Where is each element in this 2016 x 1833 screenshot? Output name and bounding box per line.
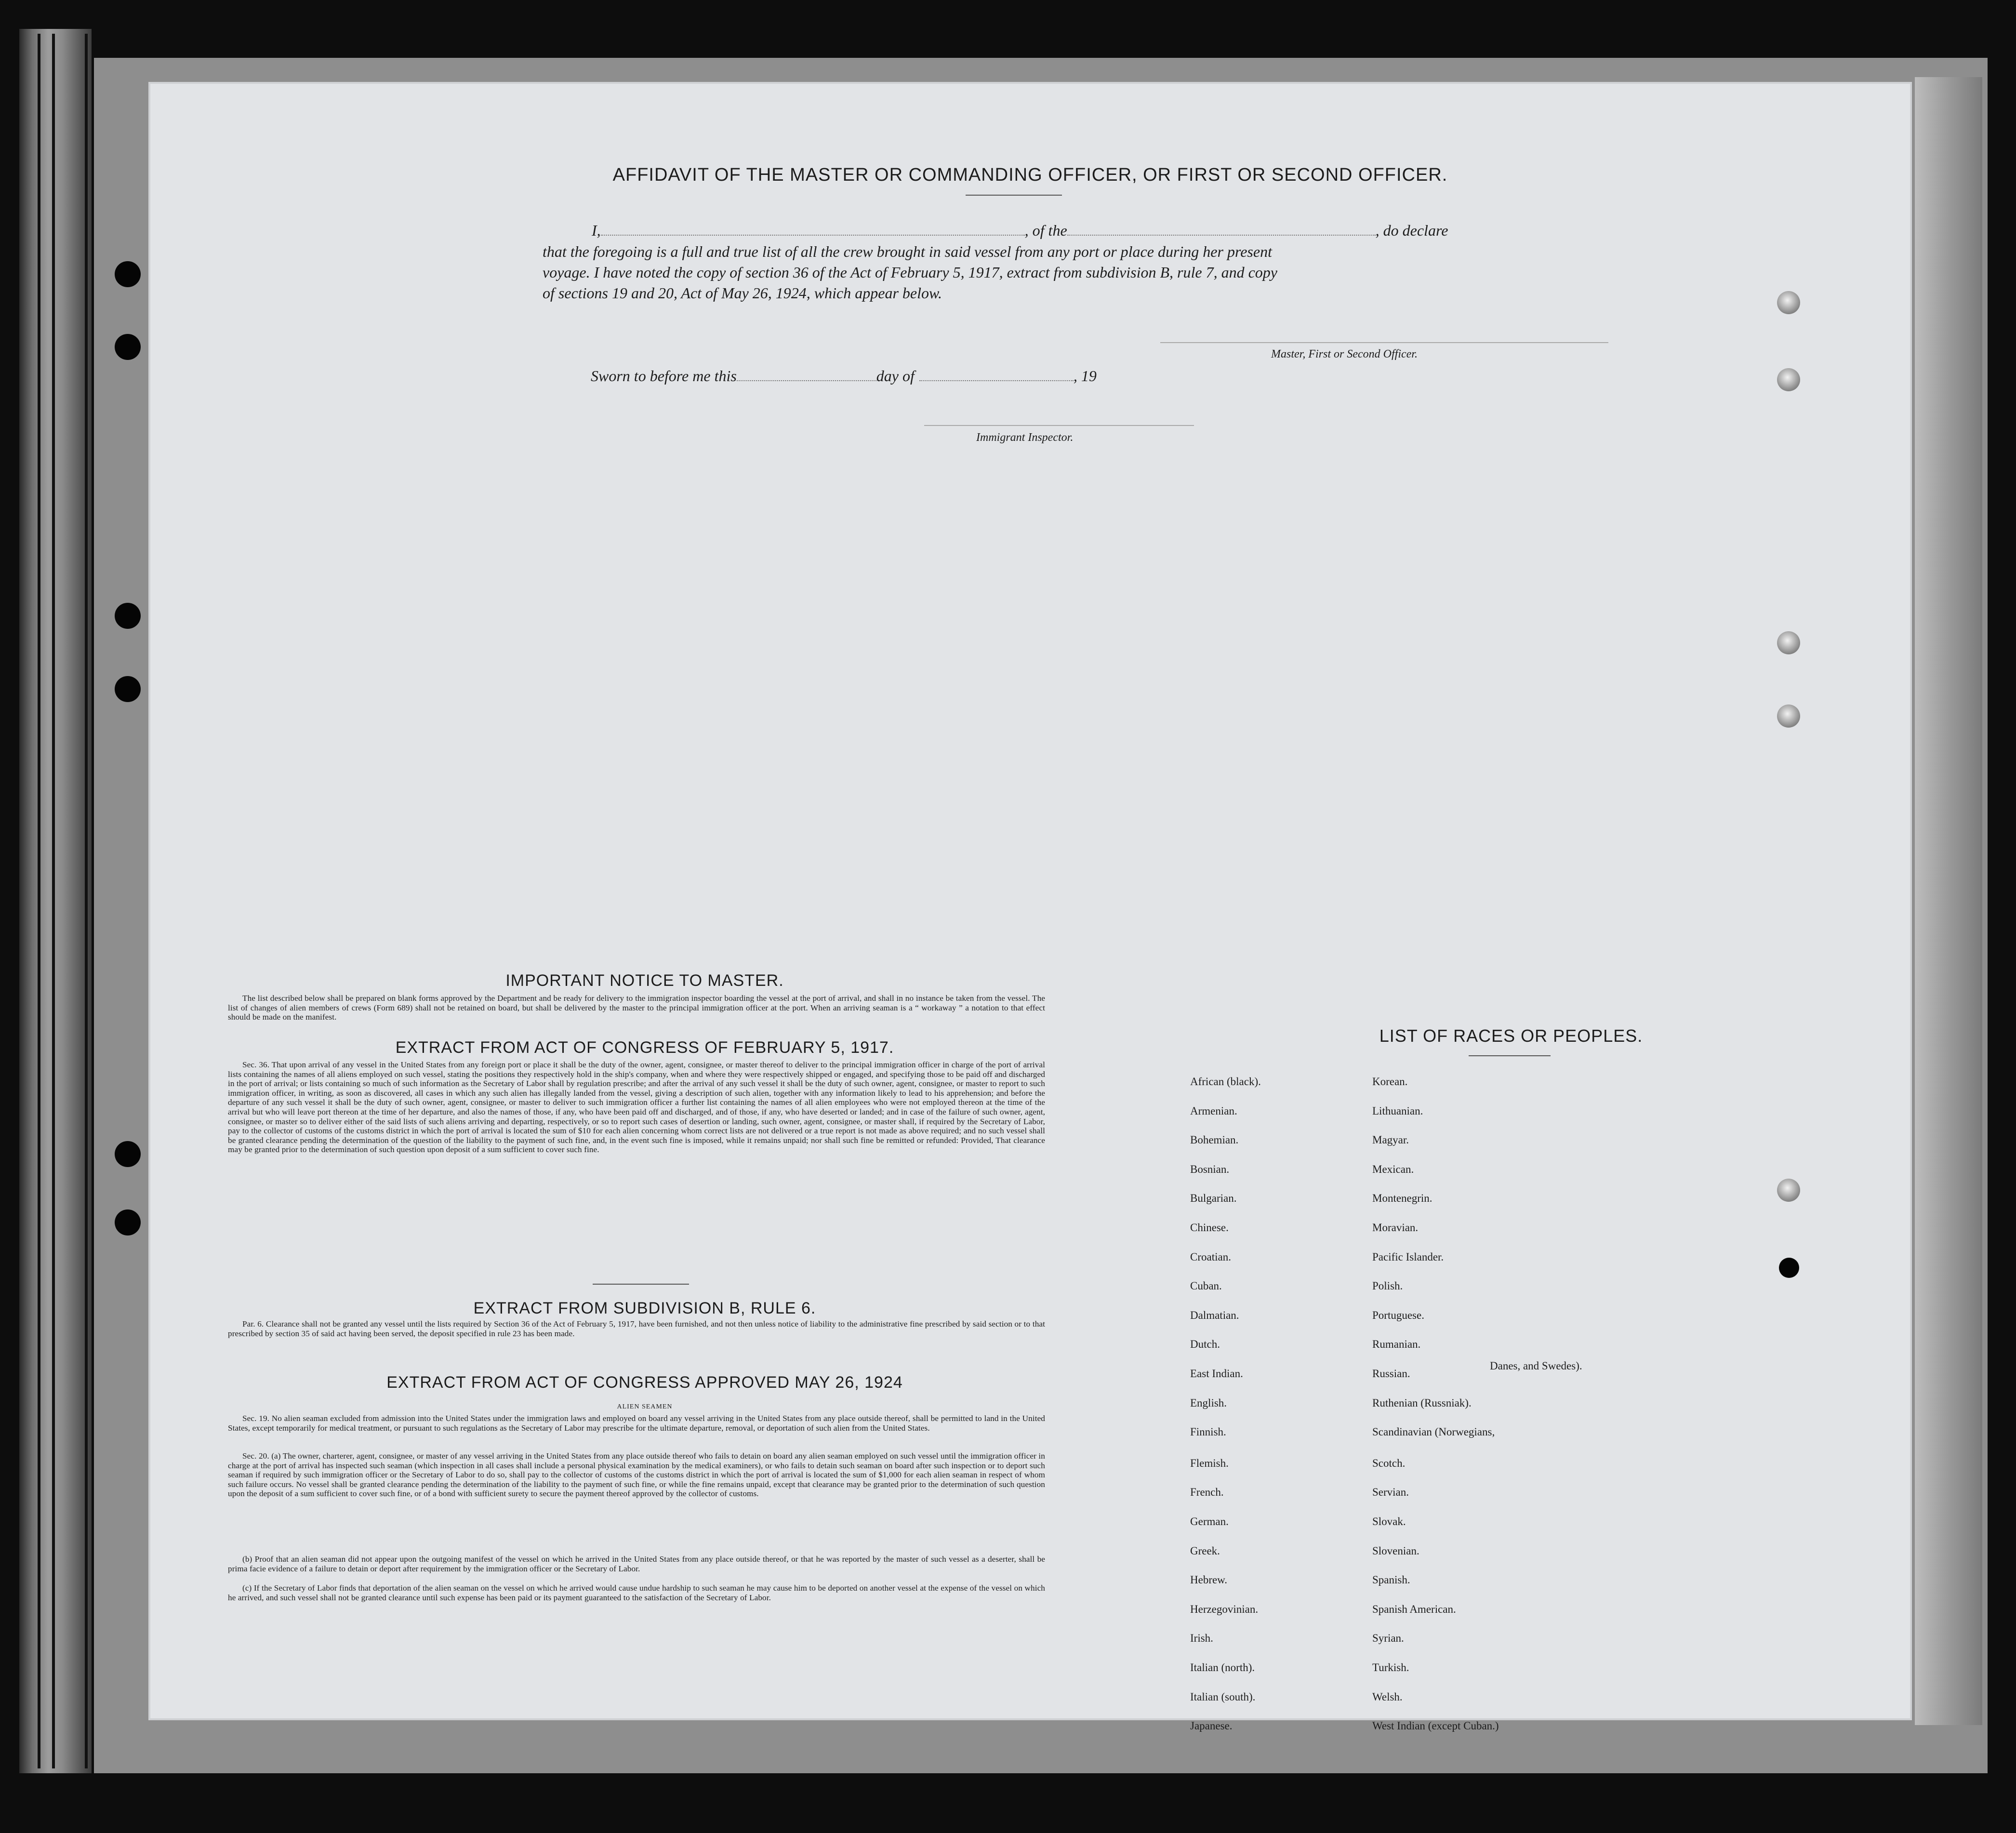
race-item: German. — [1190, 1515, 1229, 1528]
master-signature-line — [1160, 342, 1608, 343]
extract-1917-body: Sec. 36. That upon arrival of any vessel in the United States from any foreign port or place it shall be the duty of the owner, agent, consignee, or master thereof to deliver to the principal immigration officer in charge of the port of arrival lists containing the names of all aliens employed on such vessel, stating the positions they respectively hold in the ship's company, when and where they were respectively shipped or engaged, and specifying those to be paid off and discharged in the port of arrival; or lists containing so much of such information as the Secretary of Labor shall by regulation prescribe; and after the arrival of any such vessel it shall be the duty of such owner, agent, consignee, or master to report to such immigration officer, in writing, as soon as discovered, all cases in which any such alien has illegally landed from the vessel, giving a description of such alien, together with any information likely to lead to his apprehension; and before the departure of any such vessel it shall be the duty of such owner, agent, consignee, or master to deliver to such immigration officer a further list containing the names of all alien employees who were not employed thereon at the time of the arrival but who will leave port thereon at the time of her departure, and also the names of those, if any, who have been paid off and discharged, and of those, if any, who have deserted or landed; and in case of the failure of such owner, agent, consignee, or master so to deliver either of the said lists of such aliens arriving and departing, respectively, or so to report such cases of desertion or landing, such owner, agent, consignee, or master shall, if required by the Secretary of Labor, pay to the collector of customs of the customs district in which the port of arrival is located the sum of $10 for each alien concerning whom correct lists are not delivered or a true report is not made as above required; and no such vessel shall be granted clearance pending the determination of the question of the liability to the payment of such fine, and, in the event such fine is imposed, while it remains unpaid; nor shall such fine be remitted or refunded: Provided, That clearance may be granted prior to the determination of such question upon deposit of a sum sufficient to cover such fine. — [228, 1060, 1045, 1155]
race-item: Bosnian. — [1190, 1163, 1230, 1175]
punch-hole — [115, 261, 141, 287]
sec20b-body: (b) Proof that an alien seaman did not appear upon the outgoing manifest of the vessel on which he arrived in the United States from any place outside thereof, or that he was reported by the master of such vessel as a deserter, shall be prima facie evidence of a failure to detain or deport after requirement by the immigration officer or the Secretary of Labor. — [228, 1554, 1045, 1573]
binder-line — [38, 34, 40, 1768]
race-item: Pacific Islander. — [1372, 1250, 1444, 1263]
extract-rule6-body: Par. 6. Clearance shall not be granted any vessel until the lists required by Section 36 of the Act of February 5, 1917, have been furnished, and not then unless notice of liability to the administrative fine prescribed by said section or to that prescribed by section 35 of said act having been served, the deposit specified in rule 23 has been made. — [228, 1319, 1045, 1338]
vessel-blank — [1067, 235, 1376, 236]
race-item: Chinese. — [1190, 1222, 1229, 1234]
race-item: Herzegovinian. — [1190, 1603, 1259, 1615]
punch-hole — [1777, 291, 1800, 314]
punch-hole — [1779, 1258, 1799, 1278]
race-item: West Indian (except Cuban.) — [1372, 1720, 1499, 1732]
race-item: Spanish. — [1372, 1574, 1410, 1586]
statement-line-3: of sections 19 and 20, Act of May 26, 1924, which appear below. — [543, 284, 942, 302]
punch-hole — [1777, 1179, 1800, 1202]
race-item: Bulgarian. — [1190, 1192, 1237, 1205]
race-item: Moravian. — [1372, 1222, 1419, 1234]
extract-rule6-title: EXTRACT FROM SUBDIVISION B, RULE 6. — [473, 1299, 816, 1317]
binder-line — [52, 34, 55, 1768]
race-item: Syrian. — [1372, 1632, 1404, 1645]
inspector-label: Immigrant Inspector. — [976, 431, 1074, 444]
race-item: Japanese. — [1190, 1720, 1233, 1732]
punch-hole — [115, 334, 141, 360]
race-item: Dalmatian. — [1190, 1309, 1239, 1321]
race-item: Korean. — [1372, 1076, 1408, 1088]
races-divider — [1469, 1055, 1551, 1056]
declare-i: I, — [592, 222, 601, 239]
races-title: LIST OF RACES OR PEOPLES. — [1379, 1026, 1643, 1046]
race-item: Scotch. — [1372, 1457, 1406, 1469]
title-divider — [966, 195, 1062, 196]
notice-title: IMPORTANT NOTICE TO MASTER. — [505, 971, 784, 990]
race-item: Spanish American. — [1372, 1603, 1456, 1615]
race-item: Italian (south). — [1190, 1690, 1256, 1703]
punch-hole — [115, 1141, 141, 1167]
sec20c-body: (c) If the Secretary of Labor finds that deportation of the alien seaman on the vessel on which he arrived would cause undue hardship to such seaman he may cause him to be deported on another vessel at the expense of the vessel on which he arrived, and such vessel shall not be granted clearance until such expense has been paid or its payment guaranteed to the satisfaction of the Secretary of Labor. — [228, 1583, 1045, 1602]
race-item: Servian. — [1372, 1486, 1409, 1499]
sec20a-body: Sec. 20. (a) The owner, charterer, agent, consignee, or master of any vessel arriving in the United States from any place outside thereof who fails to detain on board any alien seaman employed on such vessel until the immigration officer in charge at the port of arrival has inspected such seaman (which inspection in all cases shall include a personal physical examination by the medical examiners), or who fails to detain such seaman on board after such inspection or to deport such seaman if required by such immigration officer or the Secretary of Labor to do so, shall pay to the collector of customs of the customs district in which the port of arrival is located the sum of $1,000 for each alien seaman in respect of whom such failure occurs. No vessel shall be granted clearance pending the determination of the liability to the payment of such fine, or while the fine remains unpaid, except that clearance may be granted prior to the determination of such question upon the deposit of a sum sufficient to cover such fine, or of a bond with sufficient surety to secure the payment thereof approved by the collector of customs. — [228, 1451, 1045, 1499]
race-item: Lithuanian. — [1372, 1104, 1423, 1117]
punch-hole — [1777, 704, 1800, 728]
race-item: Polish. — [1372, 1280, 1403, 1292]
sworn-day-of: day of — [876, 367, 915, 385]
sworn-line — [591, 367, 1097, 385]
race-item: Ruthenian (Russniak). — [1372, 1396, 1472, 1409]
punch-hole — [115, 603, 141, 629]
race-item: Croatian. — [1190, 1250, 1231, 1263]
race-item: East Indian. — [1190, 1368, 1243, 1380]
punch-hole — [1777, 368, 1800, 391]
punch-hole — [115, 676, 141, 702]
race-item: Irish. — [1190, 1632, 1213, 1645]
binder-line — [85, 34, 88, 1768]
notice-body: The list described below shall be prepared on blank forms approved by the Department and be ready for delivery to the immigration inspector boarding the vessel at the port of arrival, and shall in no instance be taken from the vessel. The list of changes of alien members of crews (Form 689) shall not be retained on board, but shall be delivered by the master to the principal immigration officer at the port. When an arriving seaman is a “ workaway ” a notation to that effect should be made on the manifest. — [228, 994, 1045, 1022]
race-item: Portuguese. — [1372, 1309, 1424, 1321]
sworn-month-blank — [919, 380, 1074, 381]
master-signature-label: Master, First or Second Officer. — [1271, 348, 1418, 360]
race-item: Russian. — [1372, 1368, 1410, 1380]
race-item: Turkish. — [1372, 1661, 1409, 1674]
race-scandinavian-continuation: Danes, and Swedes). — [1490, 1360, 1582, 1372]
race-item: Greek. — [1190, 1544, 1220, 1557]
document-page — [148, 82, 1912, 1732]
sworn-year: , 19 — [1073, 367, 1097, 385]
race-item: Mexican. — [1372, 1163, 1414, 1175]
statement-line-2: voyage. I have noted the copy of section 36 of the Act of February 5, 1917, extract from subdivision B, rule 7, and copy — [543, 264, 1277, 281]
sec19-body: Sec. 19. No alien seaman excluded from admission into the United States under the immigration laws and employed on board any vessel arriving in the United States from any place outside thereof, shall be permitted to land in the United States, except temporarily for medical treatment, or pursuant to such regulations as the Secretary of Labor may prescribe for the ultimate departure, removal, or deportation of such alien from the United States. — [228, 1414, 1045, 1433]
sworn-text: Sworn to before me this — [591, 367, 737, 385]
race-item: Scandinavian (Norwegians, — [1372, 1426, 1495, 1438]
race-item: Montenegrin. — [1372, 1192, 1432, 1205]
declare-of-the: , of the — [1024, 222, 1067, 239]
affidavit-title: AFFIDAVIT OF THE MASTER OR COMMANDING OFFICER, OR FIRST OR SECOND OFFICER. — [612, 165, 1448, 185]
section-divider — [593, 1284, 689, 1285]
race-item: Italian (north). — [1190, 1661, 1255, 1674]
race-item: Cuban. — [1190, 1280, 1222, 1292]
race-item: Armenian. — [1190, 1104, 1237, 1117]
race-item: Bohemian. — [1190, 1134, 1239, 1146]
declaration-line — [592, 222, 1448, 239]
race-item: Magyar. — [1372, 1134, 1409, 1146]
extract-1917-title: EXTRACT FROM ACT OF CONGRESS OF FEBRUARY 5, 1917. — [395, 1038, 894, 1057]
race-item: Hebrew. — [1190, 1574, 1228, 1586]
declare-end: , do declare — [1375, 222, 1448, 239]
race-item: Flemish. — [1190, 1457, 1229, 1469]
race-item: English. — [1190, 1396, 1227, 1409]
statement-line-1: that the foregoing is a full and true list of all the crew brought in said vessel from any port or place during her present — [543, 243, 1272, 260]
extract-1924-title: EXTRACT FROM ACT OF CONGRESS APPROVED MAY 26, 1924 — [386, 1373, 903, 1392]
race-item: French. — [1190, 1486, 1224, 1499]
race-item: Rumanian. — [1372, 1338, 1421, 1351]
back-page-edge — [1915, 77, 1982, 1725]
name-blank — [601, 235, 1025, 236]
race-item: Slovak. — [1372, 1515, 1406, 1528]
race-item: Dutch. — [1190, 1338, 1220, 1351]
alien-seamen-subtitle: ALIEN SEAMEN — [617, 1403, 673, 1410]
inspector-signature-line — [924, 425, 1194, 426]
punch-hole — [1777, 631, 1800, 654]
race-item: Finnish. — [1190, 1426, 1226, 1438]
race-item: African (black). — [1190, 1076, 1261, 1088]
binder-strip — [19, 29, 92, 1773]
punch-hole — [115, 1209, 141, 1235]
race-item: Slovenian. — [1372, 1544, 1419, 1557]
sworn-day-blank — [737, 380, 876, 381]
race-item: Welsh. — [1372, 1690, 1403, 1703]
